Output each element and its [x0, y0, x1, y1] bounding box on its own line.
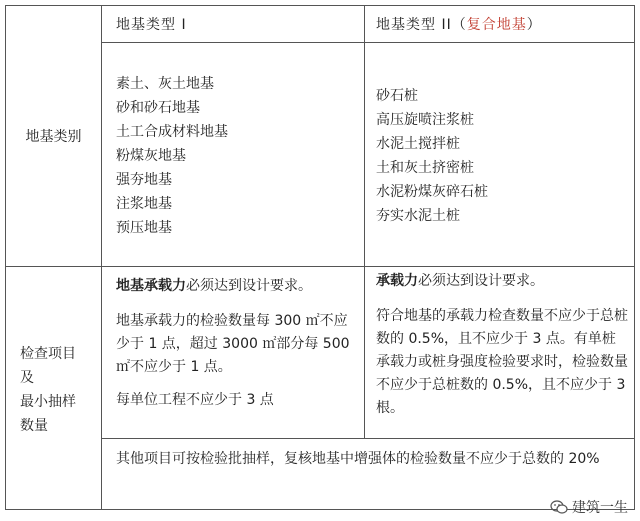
type1-sampling-rule: 地基承载力的检验数量每 300 ㎡不应少于 1 点，超过 3000 ㎡部分每 500 ㎡不应少于 1 点。: [116, 313, 350, 375]
row-label-inspection-lines: [20, 342, 100, 438]
row-label-line: 最小抽样: [20, 394, 76, 410]
requirements-table: [5, 5, 635, 510]
type1-list-item: 强夯地基: [116, 172, 172, 188]
type1-list-item: 粉煤灰地基: [116, 148, 186, 164]
type1-inspection: [116, 275, 356, 412]
type1-list-item: 预压地基: [116, 220, 172, 236]
row-label-line: 及: [20, 370, 34, 386]
header-type2-highlight: 复合地基: [466, 17, 527, 33]
type2-bearing-requirement: [376, 270, 628, 293]
divider: [364, 6, 365, 438]
type2-list-item: 水泥粉煤灰碎石桩: [376, 184, 488, 200]
header-type2-suffix: ）: [526, 17, 542, 33]
row-label-line: 检查项目: [20, 346, 76, 362]
divider: [101, 438, 634, 439]
watermark: [550, 497, 628, 517]
type2-sampling-rule: 符合地基的承载力检查数量不应少于总桩数的 0.5%，且不应少于 3 点。有单桩承载力或桩身强度检验要求时，检验数量不应少于总桩数的 0.5%，且不应少于 3 根。: [376, 308, 628, 416]
watermark-text: 建筑一生: [572, 500, 628, 516]
type2-bearing-bold: 承载力: [376, 273, 418, 289]
type1-minimum-points: 每单位工程不应少于 3 点: [116, 392, 274, 408]
type2-list-item: 高压旋喷注浆桩: [376, 112, 474, 128]
type1-list-item: 土工合成材料地基: [116, 124, 228, 140]
type2-list-item: 水泥土搅拌桩: [376, 136, 460, 152]
row-label-line: 数量: [20, 418, 48, 434]
type2-bearing-rest: 必须达到设计要求。: [418, 273, 544, 289]
header-type1-text: 地基类型 I: [116, 17, 187, 33]
type1-bearing-rest: 必须达到设计要求。: [186, 278, 312, 294]
type1-list-item: 砂和砂石地基: [116, 100, 200, 116]
type2-list-item: 夯实水泥土桩: [376, 208, 460, 224]
type2-list-item: 土和灰土挤密桩: [376, 160, 474, 176]
divider: [101, 42, 634, 43]
header-type1: [116, 14, 187, 37]
row-label-inspection: [20, 342, 100, 438]
type1-bearing-requirement: [116, 275, 356, 298]
row-label-category: [6, 126, 101, 149]
type2-inspection: [376, 270, 628, 420]
header-type2-prefix: 地基类型 II（: [376, 17, 467, 33]
type1-list-item: 素土、灰土地基: [116, 76, 214, 92]
row-label-category-text: 地基类别: [25, 129, 82, 145]
type1-list-item: 注浆地基: [116, 196, 172, 212]
header-type2: [376, 14, 542, 37]
type1-bearing-bold: 地基承载力: [116, 278, 186, 294]
type1-foundation-list: [116, 72, 228, 240]
type2-list-item: 砂石桩: [376, 88, 418, 104]
type2-foundation-list: [376, 84, 488, 228]
other-items-note: [116, 448, 628, 471]
wechat-icon: [550, 499, 568, 515]
other-items-text: 其他项目可按检验批抽样，复核地基中增强体的检验数量不应少于总数的 20%: [116, 451, 600, 467]
divider: [101, 6, 102, 509]
